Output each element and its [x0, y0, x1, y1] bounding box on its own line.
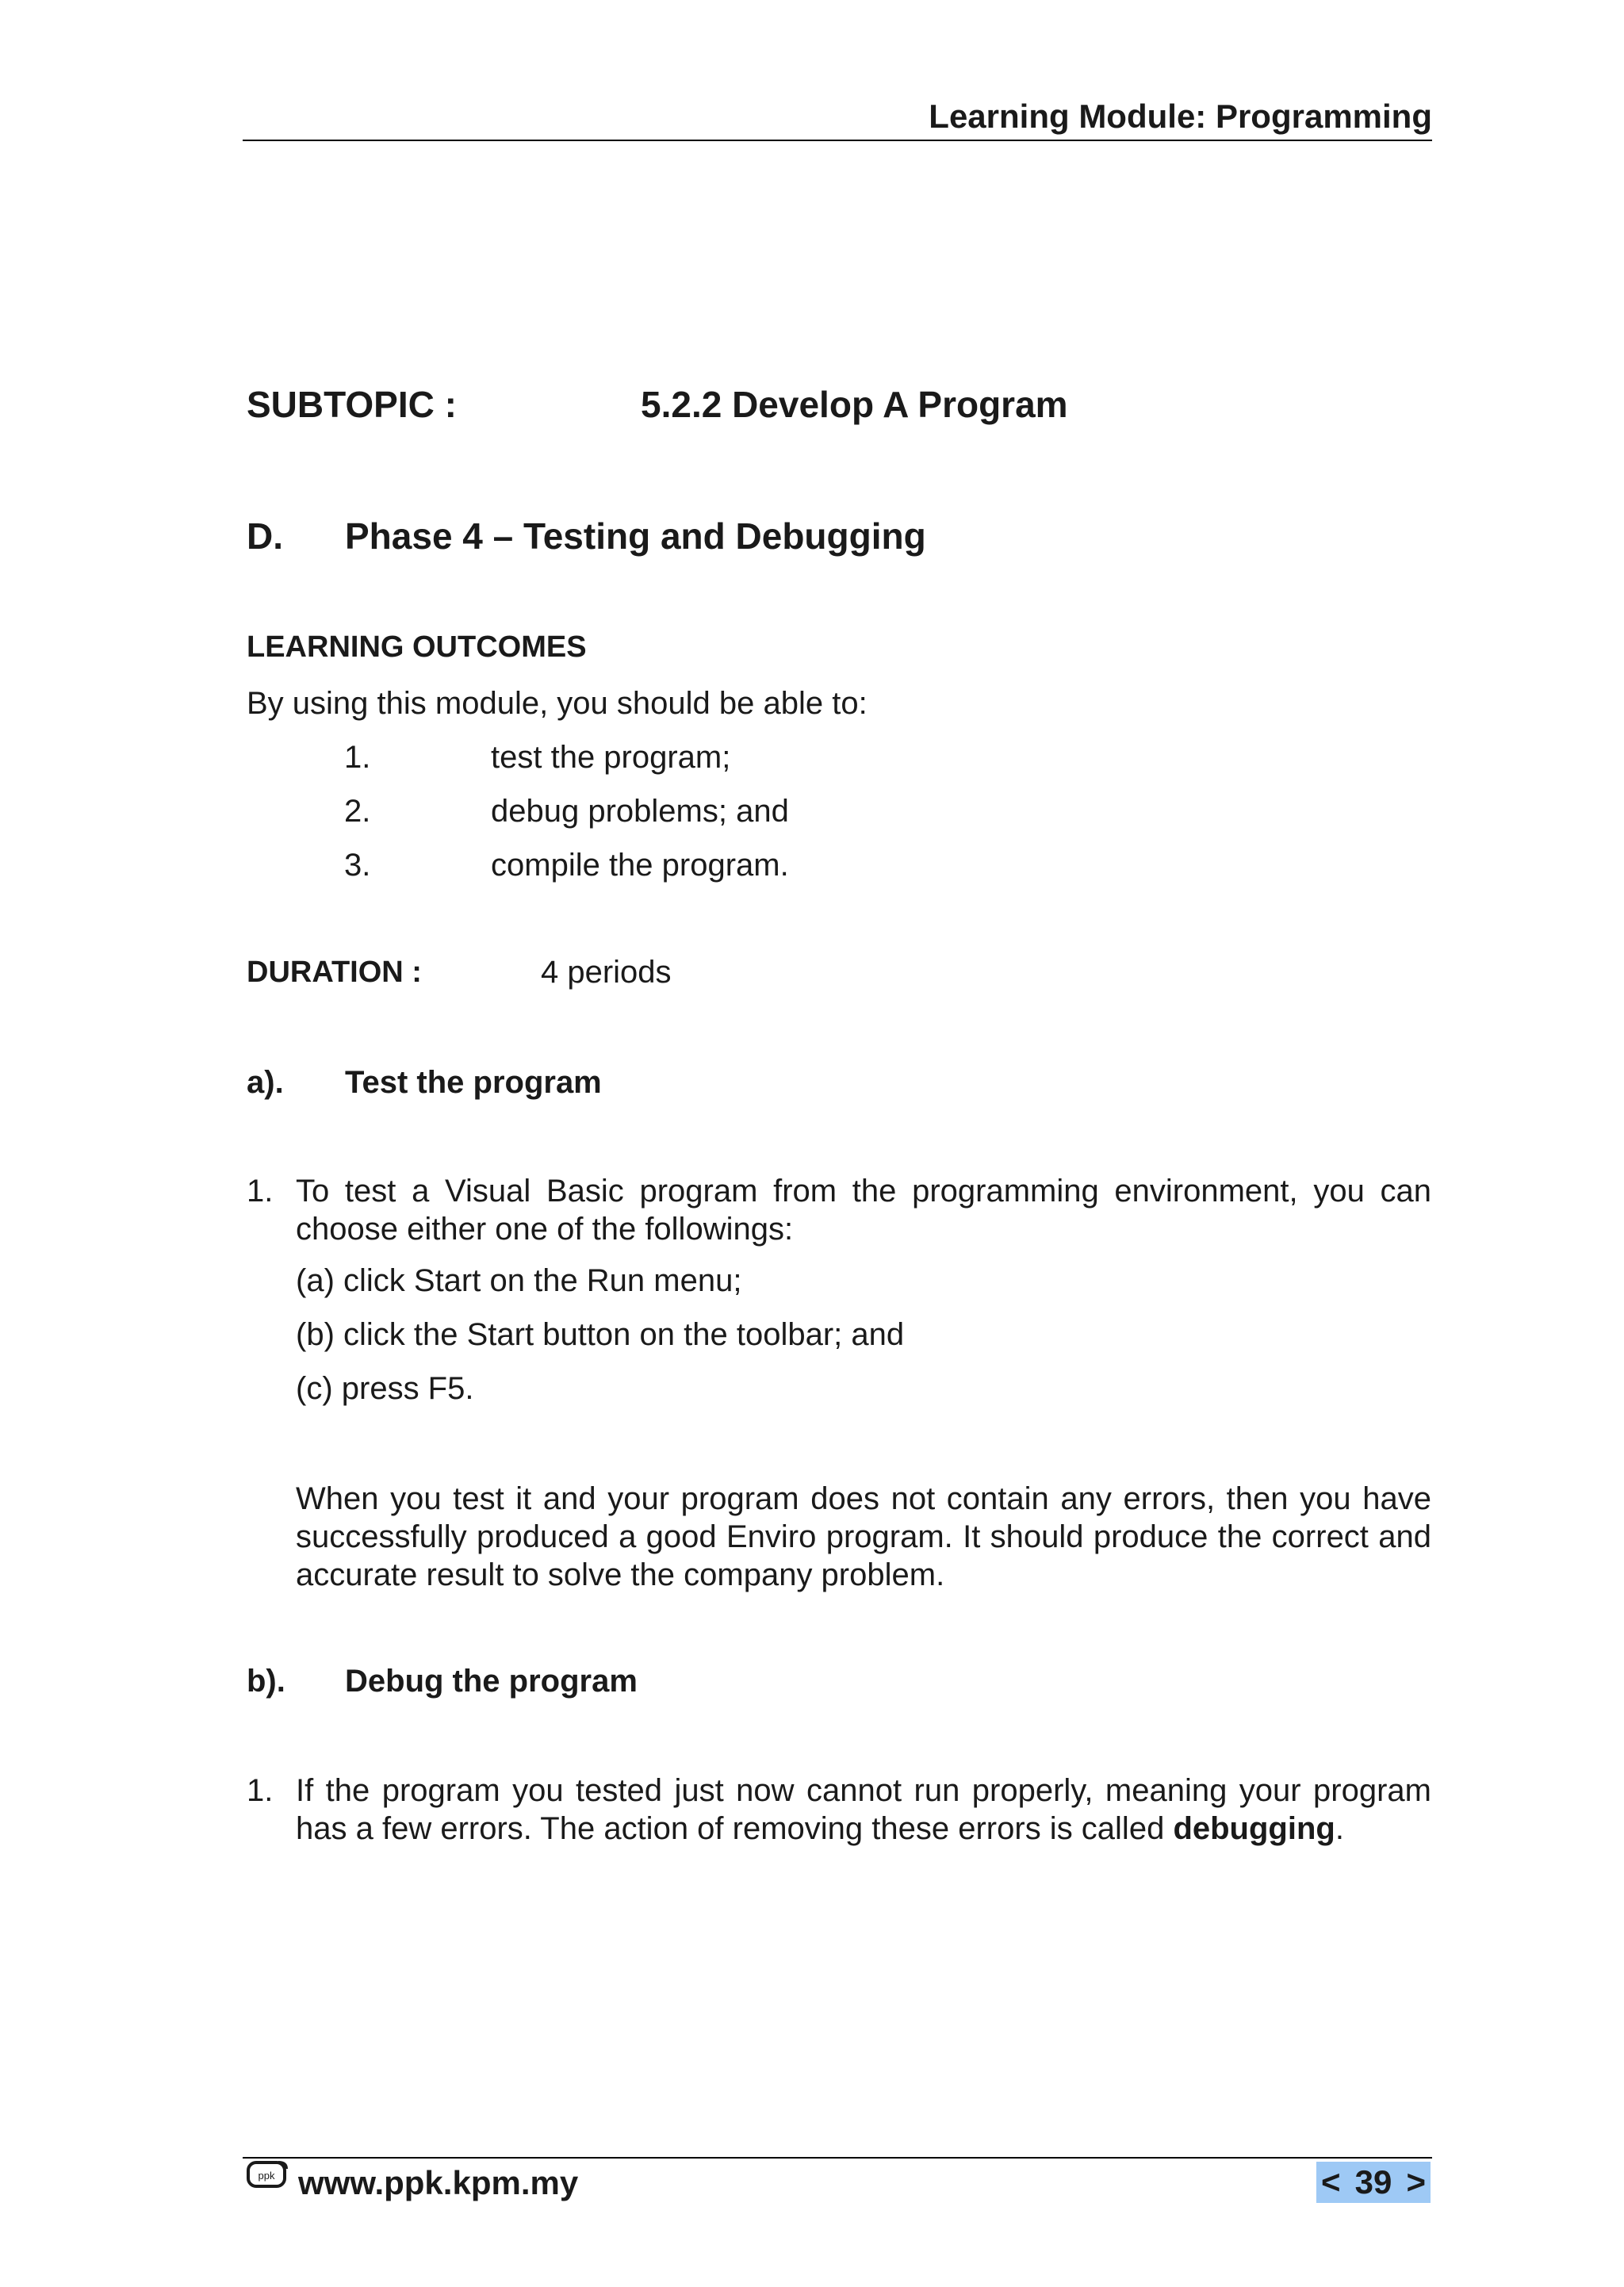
section-a-paragraph: When you test it and your program does not contain any errors, then you have successfully produced a good Enviro program. It should produce the correct and accurate result to solve the company problem. [296, 1481, 1431, 1592]
footer-divider [243, 2157, 1432, 2159]
ppk-logo-icon [247, 2161, 288, 2191]
section-a-item-number: 1. [247, 1174, 274, 1209]
outcome-text: debug problems; and [491, 794, 789, 829]
section-b-item-text [296, 1772, 1431, 1848]
section-a-item-text: To test a Visual Basic program from the programming environment, you can choose either one of the followings: [296, 1174, 1431, 1247]
next-page-arrow[interactable]: > [1406, 2163, 1426, 2201]
ppk-logo-text: ppk [258, 2170, 275, 2182]
run-option: (c) press F5. [296, 1371, 474, 1406]
section-b-title: Debug the program [345, 1664, 638, 1699]
run-option: (a) click Start on the Run menu; [296, 1263, 742, 1298]
page-number-box [1316, 2162, 1431, 2203]
previous-page-arrow[interactable]: < [1321, 2163, 1341, 2201]
outcome-text: test the program; [491, 740, 731, 775]
section-b-item-body: If the program you tested just now cannot run properly, meaning your program has a few errors. The action of removing these errors is called [296, 1773, 1431, 1846]
section-a-letter: a). [247, 1065, 284, 1100]
subtopic-title: 5.2.2 Develop A Program [641, 384, 1068, 425]
header-divider [243, 140, 1432, 141]
footer-website-link[interactable]: www.ppk.kpm.my [298, 2164, 579, 2201]
phase-title: Phase 4 – Testing and Debugging [345, 515, 926, 557]
section-b-item-end: . [1335, 1811, 1344, 1846]
subtopic-label: SUBTOPIC : [247, 384, 457, 425]
outcome-number: 2. [344, 794, 371, 829]
outcome-number: 1. [344, 740, 371, 775]
outcome-text: compile the program. [491, 848, 789, 883]
duration-value: 4 periods [541, 955, 672, 990]
run-option: (b) click the Start button on the toolbar; and [296, 1317, 905, 1352]
debugging-term: debugging [1173, 1811, 1335, 1846]
outcome-number: 3. [344, 848, 371, 883]
header-title: Learning Module: Programming [929, 98, 1432, 135]
phase-letter: D. [247, 515, 283, 557]
page-number: 39 [1354, 2163, 1392, 2201]
learning-outcomes-intro: By using this module, you should be able to: [247, 686, 868, 721]
section-a-title: Test the program [345, 1065, 602, 1100]
learning-outcomes-heading: LEARNING OUTCOMES [247, 630, 587, 664]
section-b-letter: b). [247, 1664, 285, 1699]
duration-label: DURATION : [247, 956, 422, 989]
section-b-item-number: 1. [247, 1773, 274, 1808]
